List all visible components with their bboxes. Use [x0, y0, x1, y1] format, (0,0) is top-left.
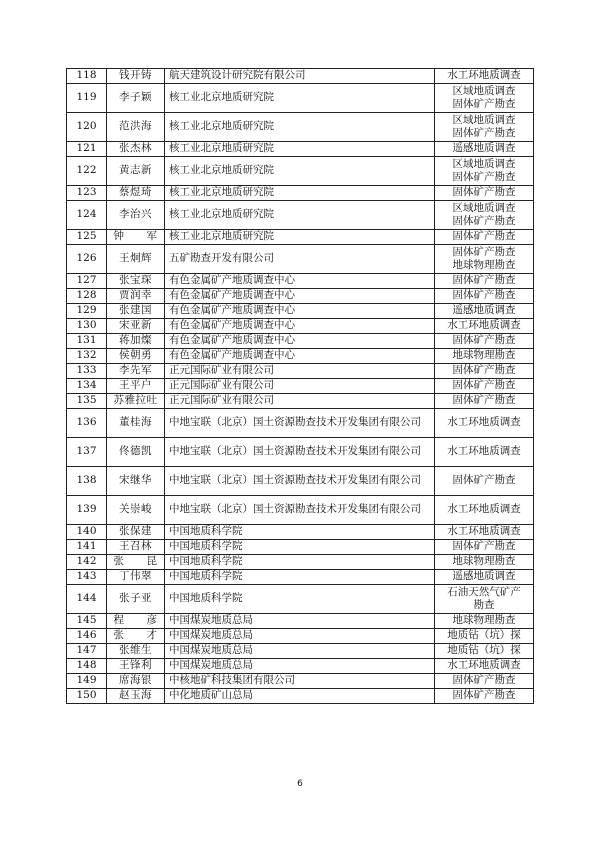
work-unit: 核工业北京地质研究院: [165, 157, 435, 186]
row-number: 124: [67, 201, 107, 230]
specialty: [435, 555, 534, 570]
row-number: 146: [67, 629, 107, 644]
specialty-line: 地球物理勘查: [452, 555, 516, 568]
row-number: 140: [67, 525, 107, 540]
specialty-line: 地质钻（坑）探: [447, 629, 521, 642]
row-number: 130: [67, 319, 107, 334]
person-name: 董桂海: [107, 409, 165, 438]
person-name: 钟 军: [107, 230, 165, 245]
specialty: [435, 69, 534, 84]
person-name: 程 彦: [107, 614, 165, 629]
specialty: [435, 349, 534, 364]
person-name: 张 昆: [107, 555, 165, 570]
row-number: 135: [67, 394, 107, 409]
specialty: [435, 659, 534, 674]
row-number: 139: [67, 496, 107, 525]
row-number: 149: [67, 674, 107, 689]
person-name: 蒋加燦: [107, 334, 165, 349]
table-row: [67, 245, 534, 274]
row-number: 148: [67, 659, 107, 674]
table-row: [67, 230, 534, 245]
row-number: 137: [67, 438, 107, 467]
row-number: 128: [67, 289, 107, 304]
specialty: [435, 289, 534, 304]
specialty-line: 区域地质调查: [452, 84, 516, 97]
specialty: [435, 585, 534, 614]
row-number: 119: [67, 84, 107, 113]
specialty: [435, 84, 534, 113]
table-row: [67, 84, 534, 113]
specialty-line: 固体矿产勘查: [452, 540, 516, 553]
specialty: [435, 245, 534, 274]
expert-list-table: [66, 68, 534, 704]
table-row: [67, 570, 534, 585]
table-row: [67, 69, 534, 84]
specialty: [435, 274, 534, 289]
work-unit: 中国地质科学院: [165, 555, 435, 570]
work-unit: 中国地质科学院: [165, 540, 435, 555]
row-number: 138: [67, 467, 107, 496]
specialty-line: 遥感地质调查: [452, 304, 516, 317]
row-number: 145: [67, 614, 107, 629]
work-unit: 中地宝联（北京）国土资源勘查技术开发集团有限公司: [165, 467, 435, 496]
table-row: [67, 274, 534, 289]
work-unit: 中化地质矿山总局: [165, 689, 435, 704]
specialty-line: 固体矿产勘查: [452, 127, 516, 139]
work-unit: 有色金属矿产地质调查中心: [165, 304, 435, 319]
table-row: [67, 334, 534, 349]
specialty: [435, 674, 534, 689]
table-row: [67, 113, 534, 142]
row-number: 144: [67, 585, 107, 614]
person-name: 张维生: [107, 644, 165, 659]
table-row: [67, 629, 534, 644]
table-row: [67, 349, 534, 364]
work-unit: 中地宝联（北京）国土资源勘查技术开发集团有限公司: [165, 496, 435, 525]
table-row: [67, 364, 534, 379]
specialty-line: 水工环地质调查: [447, 319, 521, 332]
specialty-line: 水工环地质调查: [447, 503, 521, 516]
person-name: 关崇峻: [107, 496, 165, 525]
table-row: [67, 689, 534, 704]
row-number: 143: [67, 570, 107, 585]
row-number: 133: [67, 364, 107, 379]
specialty-line: 固体矿产勘查: [452, 364, 516, 377]
row-number: 132: [67, 349, 107, 364]
person-name: 赵玉海: [107, 689, 165, 704]
person-name: 黄志新: [107, 157, 165, 186]
row-number: 147: [67, 644, 107, 659]
page-number: 6: [297, 779, 303, 789]
person-name: 王炯辉: [107, 245, 165, 274]
specialty: [435, 467, 534, 496]
person-name: 李先军: [107, 364, 165, 379]
table-row: [67, 304, 534, 319]
specialty-line: 遥感地质调查: [452, 570, 516, 583]
specialty-line: 区域地质调查: [452, 157, 516, 170]
specialty-line: 水工环地质调查: [447, 69, 521, 82]
person-name: 丁伟翠: [107, 570, 165, 585]
table-row: [67, 644, 534, 659]
specialty-line: 固体矿产勘查: [452, 379, 516, 392]
specialty-line: 地球物理勘查: [452, 349, 516, 362]
work-unit: 核工业北京地质研究院: [165, 201, 435, 230]
specialty-line: 固体矿产勘查: [452, 171, 516, 183]
person-name: 张 才: [107, 629, 165, 644]
person-name: 张子亚: [107, 585, 165, 614]
specialty: [435, 230, 534, 245]
work-unit: 正元国际矿业有限公司: [165, 364, 435, 379]
row-number: 134: [67, 379, 107, 394]
person-name: 钱开铸: [107, 69, 165, 84]
specialty-line: 固体矿产勘查: [452, 674, 516, 687]
row-number: 118: [67, 69, 107, 84]
table-row: [67, 674, 534, 689]
specialty-line: 勘查: [473, 599, 495, 611]
table-row: [67, 142, 534, 157]
table-row: [67, 525, 534, 540]
table-row: [67, 201, 534, 230]
table-body: [67, 69, 534, 704]
work-unit: 中国地质科学院: [165, 525, 435, 540]
table-row: [67, 585, 534, 614]
person-name: 宋继华: [107, 467, 165, 496]
table-row: [67, 319, 534, 334]
specialty-line: 地球物理勘查: [452, 614, 516, 627]
row-number: 131: [67, 334, 107, 349]
work-unit: 中核地矿科技集团有限公司: [165, 674, 435, 689]
specialty: [435, 525, 534, 540]
specialty: [435, 570, 534, 585]
work-unit: 正元国际矿业有限公司: [165, 379, 435, 394]
person-name: 张宝琛: [107, 274, 165, 289]
table-row: [67, 186, 534, 201]
specialty: [435, 496, 534, 525]
person-name: 张杰林: [107, 142, 165, 157]
specialty: [435, 157, 534, 186]
work-unit: 有色金属矿产地质调查中心: [165, 274, 435, 289]
specialty-line: 固体矿产勘查: [452, 289, 516, 302]
person-name: 王锋利: [107, 659, 165, 674]
table-row: [67, 379, 534, 394]
work-unit: 五矿勘查开发有限公司: [165, 245, 435, 274]
table-row: [67, 614, 534, 629]
table-row: [67, 409, 534, 438]
specialty: [435, 113, 534, 142]
specialty: [435, 186, 534, 201]
specialty: [435, 364, 534, 379]
work-unit: 正元国际矿业有限公司: [165, 394, 435, 409]
work-unit: 中国地质科学院: [165, 570, 435, 585]
specialty: [435, 394, 534, 409]
work-unit: 中地宝联（北京）国土资源勘查技术开发集团有限公司: [165, 409, 435, 438]
work-unit: 有色金属矿产地质调查中心: [165, 289, 435, 304]
row-number: 150: [67, 689, 107, 704]
specialty-line: 固体矿产勘查: [452, 215, 516, 227]
specialty-line: 地球物理勘查: [452, 259, 516, 271]
specialty-line: 固体矿产勘查: [452, 98, 516, 110]
row-number: 126: [67, 245, 107, 274]
work-unit: 有色金属矿产地质调查中心: [165, 334, 435, 349]
specialty: [435, 334, 534, 349]
table-row: [67, 438, 534, 467]
specialty: [435, 540, 534, 555]
work-unit: 中地宝联（北京）国土资源勘查技术开发集团有限公司: [165, 438, 435, 467]
specialty-line: 固体矿产勘查: [452, 186, 516, 199]
work-unit: 有色金属矿产地质调查中心: [165, 319, 435, 334]
specialty: [435, 142, 534, 157]
table-row: [67, 496, 534, 525]
row-number: 123: [67, 186, 107, 201]
work-unit: 核工业北京地质研究院: [165, 142, 435, 157]
person-name: 苏雅拉吐: [107, 394, 165, 409]
work-unit: 核工业北京地质研究院: [165, 186, 435, 201]
row-number: 125: [67, 230, 107, 245]
row-number: 121: [67, 142, 107, 157]
specialty: [435, 379, 534, 394]
work-unit: 中国煤炭地质总局: [165, 629, 435, 644]
table-row: [67, 659, 534, 674]
person-name: 侯朝勇: [107, 349, 165, 364]
specialty: [435, 201, 534, 230]
table-row: [67, 157, 534, 186]
work-unit: 中国煤炭地质总局: [165, 614, 435, 629]
work-unit: 航天建筑设计研究院有限公司: [165, 69, 435, 84]
row-number: 129: [67, 304, 107, 319]
table-row: [67, 394, 534, 409]
specialty-line: 固体矿产勘查: [452, 230, 516, 243]
row-number: 122: [67, 157, 107, 186]
person-name: 李治兴: [107, 201, 165, 230]
specialty: [435, 644, 534, 659]
person-name: 蔡煜琦: [107, 186, 165, 201]
row-number: 120: [67, 113, 107, 142]
person-name: 王平户: [107, 379, 165, 394]
specialty-line: 固体矿产勘查: [452, 474, 516, 487]
person-name: 贾润幸: [107, 289, 165, 304]
work-unit: 中国煤炭地质总局: [165, 644, 435, 659]
person-name: 张建国: [107, 304, 165, 319]
specialty-line: 水工环地质调查: [447, 525, 521, 538]
person-name: 范洪海: [107, 113, 165, 142]
work-unit: 有色金属矿产地质调查中心: [165, 349, 435, 364]
person-name: 宋亚新: [107, 319, 165, 334]
specialty-line: 固体矿产勘查: [452, 274, 516, 287]
specialty: [435, 689, 534, 704]
person-name: 张保建: [107, 525, 165, 540]
table-row: [67, 555, 534, 570]
specialty: [435, 629, 534, 644]
row-number: 127: [67, 274, 107, 289]
specialty: [435, 409, 534, 438]
work-unit: 中国地质科学院: [165, 585, 435, 614]
work-unit: 核工业北京地质研究院: [165, 113, 435, 142]
specialty-line: 固体矿产勘查: [452, 334, 516, 347]
specialty-line: 水工环地质调查: [447, 445, 521, 458]
person-name: 王召林: [107, 540, 165, 555]
work-unit: 核工业北京地质研究院: [165, 84, 435, 113]
specialty: [435, 438, 534, 467]
specialty-line: 区域地质调查: [452, 113, 516, 126]
specialty-line: 区域地质调查: [452, 201, 516, 214]
table-row: [67, 540, 534, 555]
specialty: [435, 319, 534, 334]
specialty: [435, 304, 534, 319]
person-name: 席海银: [107, 674, 165, 689]
specialty-line: 石油天然气矿产: [447, 585, 521, 598]
specialty-line: 固体矿产勘查: [452, 245, 516, 258]
row-number: 141: [67, 540, 107, 555]
specialty-line: 地质钻（坑）探: [447, 644, 521, 657]
person-name: 李子颖: [107, 84, 165, 113]
specialty-line: 水工环地质调查: [447, 416, 521, 429]
specialty: [435, 614, 534, 629]
specialty-line: 水工环地质调查: [447, 659, 521, 672]
specialty-line: 固体矿产勘查: [452, 394, 516, 407]
specialty-line: 遥感地质调查: [452, 142, 516, 155]
table-row: [67, 467, 534, 496]
row-number: 136: [67, 409, 107, 438]
specialty-line: 固体矿产勘查: [452, 689, 516, 702]
table-row: [67, 289, 534, 304]
work-unit: 核工业北京地质研究院: [165, 230, 435, 245]
row-number: 142: [67, 555, 107, 570]
person-name: 佟德凯: [107, 438, 165, 467]
work-unit: 中国煤炭地质总局: [165, 659, 435, 674]
